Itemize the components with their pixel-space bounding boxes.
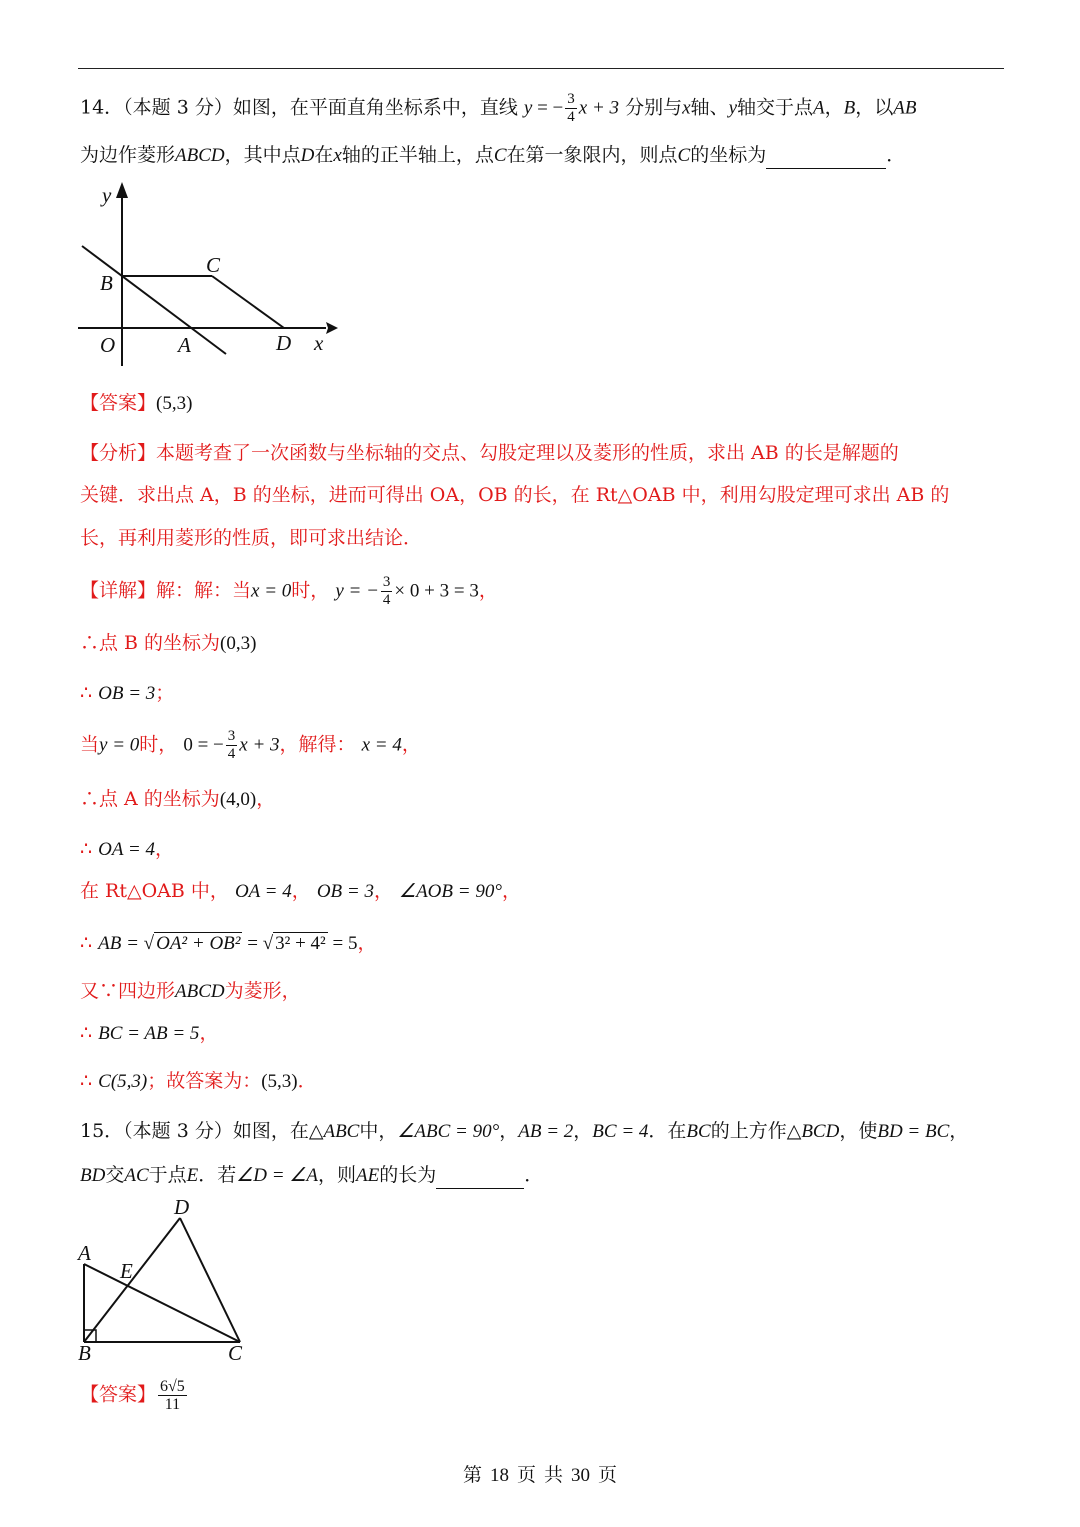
analysis-line1: 【分析】本题考查了一次函数与坐标轴的交点、勾股定理以及菱形的性质，求出 AB 的长是解题的 [80,442,899,464]
math: BC = AB = 5 [98,1023,200,1044]
answer-fraction: $\frac{6√5}{11}$ [160,1378,185,1413]
math: ABC [323,1121,360,1142]
text: ， [949,1120,969,1142]
eq-minus: = − [532,97,564,119]
text: ， [256,788,276,810]
math: E [186,1165,199,1186]
detail-line10 [80,1020,218,1047]
math: ABCD [175,981,225,1002]
frac-3-4: $\frac{3}{4}$ [227,728,236,762]
math: OB = 3 [316,881,374,902]
text: 的长为 [379,1164,437,1186]
text: ， [401,733,421,756]
y-arrow-icon [116,182,128,198]
var-x: x [333,145,342,166]
page-number: 18 [489,1465,509,1486]
var-x: x [682,97,691,119]
math: x = 4 [361,734,402,756]
q14-text: 轴、 [690,96,729,119]
segment-dc [180,1218,240,1342]
q14-line1 [80,91,916,126]
text: 中， [359,1120,398,1142]
text: ∴点 A 的坐标为 [80,788,220,810]
detail-line6 [80,836,174,863]
text: ， [478,579,498,602]
math: OB = 3 [98,683,156,704]
answer-blank [436,1168,524,1189]
sqrt-radicand: OA² + OB² [156,933,241,954]
label-c: C [228,1341,243,1365]
eq-tail: x + 3 [578,97,620,119]
math: x + 3 [239,734,280,756]
point-c: C [493,145,507,166]
math: (5,3) [261,1071,298,1092]
comma: ， [824,96,844,119]
math: BD [80,1165,106,1186]
math: y = − [335,580,379,602]
segment-ab: AB [893,97,917,119]
eq-y: y [523,97,533,119]
text: 为菱形， [224,980,301,1002]
q14-text: ，以 [855,96,894,119]
point-a: A [813,97,825,119]
text: 共 [544,1464,564,1486]
math: × 0 + 3 = 3 [394,580,479,602]
math: (0,3) [220,633,257,654]
label-b: B [100,271,113,295]
text: ．若 [198,1164,237,1186]
label-e: E [120,1259,133,1283]
point-d: D [300,145,315,166]
text: ， [373,880,393,902]
q14-text: 为边作菱形 [80,144,176,166]
q14-text: 在第一象限内，则点 [506,144,678,166]
q14-text: ，其中点 [224,144,301,166]
label-a: A [78,1241,91,1265]
period: ． [886,144,906,166]
text: 于点 [148,1164,187,1186]
text: ， [499,1120,519,1142]
x-arrow-icon [326,322,338,334]
text: ∴ [80,1070,93,1092]
label-a: A [178,333,191,357]
detail-line5 [80,786,275,813]
math: y = 0 [99,734,140,756]
rhombus-abcd: ABCD [175,145,225,166]
text: 第 [462,1464,482,1486]
math: x = 0 [251,580,292,602]
point-b: B [843,97,856,119]
detail-tag: 【详解】解：解：当 [80,579,252,602]
q14-text: 轴的正半轴上，点 [341,144,494,166]
text: ， [573,1120,593,1142]
label-d: D [174,1195,190,1219]
text: ． [524,1164,544,1186]
label-b: B [78,1341,91,1365]
text: ，使 [839,1120,878,1142]
text: ， [199,1022,219,1044]
text: ， [501,880,521,902]
math: = 5 [327,933,358,954]
detail-line11 [80,1068,317,1095]
answer-tag: 【答案】 [80,1383,157,1406]
detail-line1 [80,574,498,609]
header-rule [78,68,1004,69]
text: ∴ [80,682,93,704]
segment-ac [84,1264,240,1342]
analysis-line2: 关键．求出点 A，B 的坐标，进而可得出 OA，OB 的长，在 Rt△OAB 中，利用勾股定理可求出 AB 的 [80,484,950,506]
text: 页 [598,1464,618,1486]
text: 在 Rt△OAB 中， [80,880,229,902]
var-y: y [728,97,737,119]
detail-line8 [80,930,376,957]
detail-line2 [80,630,256,657]
math: AE [356,1165,380,1186]
text: ， [291,880,311,902]
math: = √ [242,933,274,954]
q15-figure [76,1196,256,1366]
label-o: O [100,333,116,357]
text: 时， [291,579,330,602]
q14-text: 在 [314,144,334,166]
detail-line9 [80,978,301,1005]
text: ；故答案为： [147,1070,262,1092]
math: C(5,3) [98,1071,148,1092]
text: 的上方作△ [710,1120,802,1142]
math: OA = 4 [98,839,155,860]
detail-line4 [80,728,421,763]
math: BCD [801,1121,840,1142]
answer14 [80,390,192,417]
text: ， [154,838,174,860]
text: 时， [139,733,178,756]
frac-3-4: $\frac{3}{4}$ [567,91,575,125]
text: ∴ [80,1022,93,1044]
q14-text: 14．（本题 3 分）如图，在平面直角坐标系中，直线 [80,96,518,119]
text: ，解得： [279,733,356,756]
text: 页 [516,1464,536,1486]
text: 15．（本题 3 分）如图，在△ [80,1120,324,1142]
math: 0 = − [183,734,224,756]
label-y: y [102,183,112,207]
analysis-line3: 长，再利用菱形的性质，即可求出结论． [80,527,423,549]
text: ∴点 B 的坐标为 [80,632,221,654]
q14-text: 轴交于点 [737,96,814,119]
detail-line7 [80,878,521,905]
math: ∠ABC = 90° [397,1121,500,1142]
page-footer [0,1460,1080,1487]
math: OA = 4 [234,881,292,902]
text: ．在 [648,1120,687,1142]
label-d: D [276,331,292,355]
q15-line2 [80,1162,543,1189]
detail-line3 [80,680,174,707]
answer15 [80,1378,189,1413]
text: 又∵四边形 [80,980,176,1002]
math: AC [124,1165,149,1186]
q14-figure [78,180,338,370]
sqrt-radicand: 3² + 4² [275,933,326,954]
text: ∴ [80,838,93,860]
math: (4,0) [219,789,257,810]
q14-line2 [80,142,905,169]
text: ，则 [317,1164,356,1186]
page-total: 30 [571,1465,591,1486]
text: ； [155,682,175,704]
q14-text: 的坐标为 [690,144,767,166]
segment-cd [212,276,284,328]
math: ∠D = ∠A [236,1165,318,1186]
math: AB = 2 [518,1121,574,1142]
label-c: C [206,253,221,277]
text: ， [357,932,377,954]
q15-line1 [80,1118,968,1145]
math: ∠AOB = 90° [399,881,502,902]
q14-text: 分别与 [625,96,683,119]
text: 当 [80,733,100,756]
label-x: x [314,331,324,355]
text: ． [297,1070,317,1092]
math: BD = BC [877,1121,950,1142]
answer-blank [766,148,886,169]
text: ∴ [80,932,93,954]
frac-3-4: $\frac{3}{4}$ [382,574,391,608]
math: AB = √ [98,933,155,954]
answer-value: (5,3) [156,393,193,414]
point-c: C [677,145,691,166]
text: 交 [105,1164,125,1186]
answer-tag: 【答案】 [80,392,157,414]
math: BC = 4 [592,1121,649,1142]
math: BC [686,1121,711,1142]
